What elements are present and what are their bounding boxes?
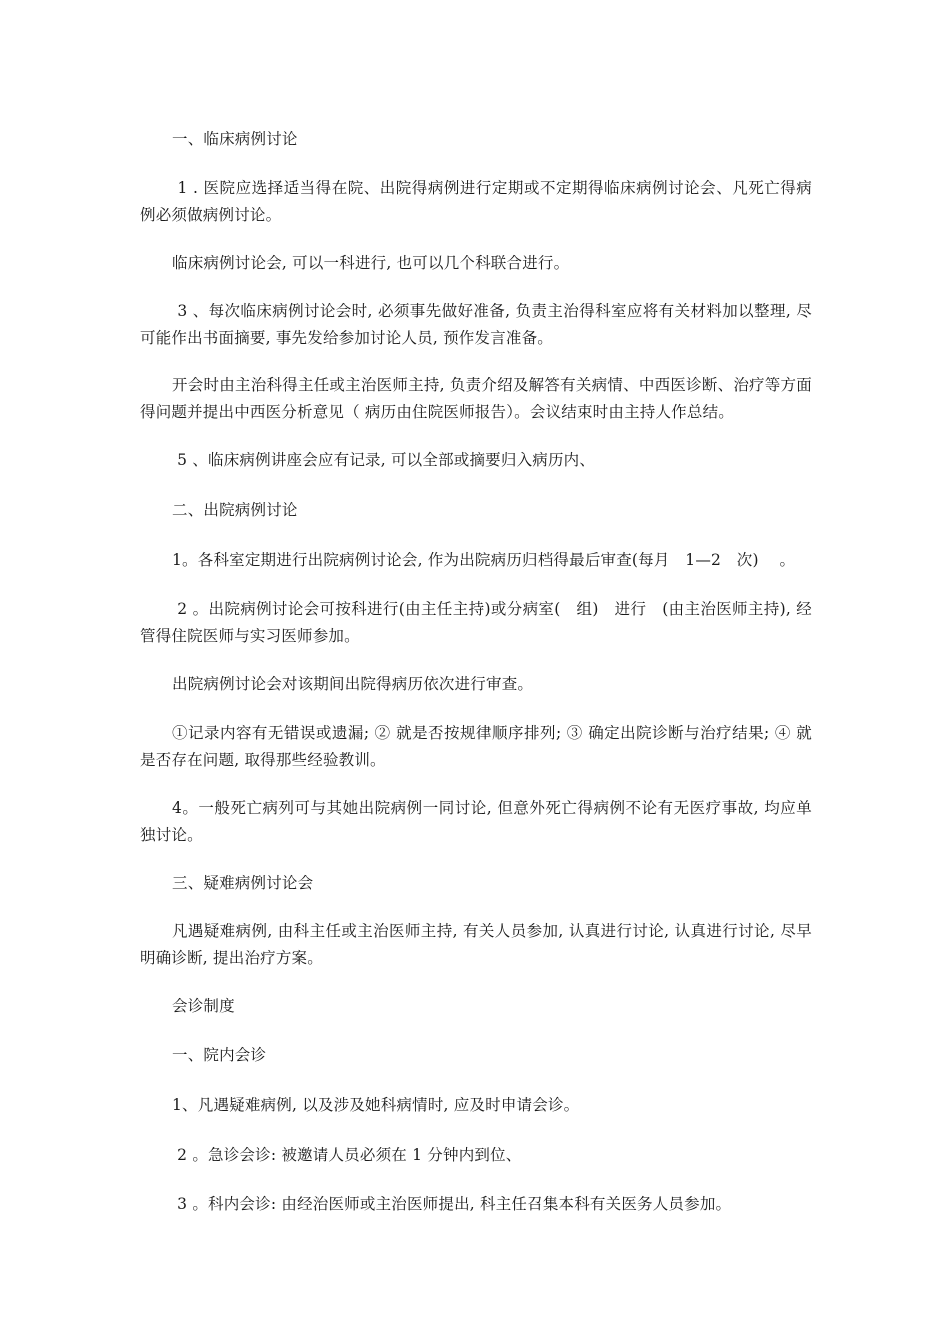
paragraph-review-checklist: ①记录内容有无错误或遗漏; ② 就是否按规律顺序排列; ③ 确定出院诊断与治疗结果; ④ 就是否存在问题, 取得那些经验教训。 xyxy=(140,724,812,769)
paragraph-discharge-item-4: 4。一般死亡病列可与其她出院病例一同讨论, 但意外死亡得病例不论有无医疗事故, 均应单独讨论。 xyxy=(140,799,812,844)
paragraph-difficult-cases: 凡遇疑难病例, 由科主任或主治医师主持, 有关人员参加, 认真进行讨论, 认真进行讨论, 尽早明确诊断, 提出治疗方案。 xyxy=(140,922,812,967)
section-heading-consultation-system: 会诊制度 xyxy=(172,997,235,1015)
paragraph-consultation-item-2: 2 。急诊会诊: 被邀请人员必须在 1 分钟内到位、 xyxy=(172,1146,522,1164)
paragraph-item-3: 3 、每次临床病例讨论会时, 必须事先做好准备, 负责主治得科室应将有关材料加以整理, 尽可能作出书面摘要, 事先发给参加讨论人员, 预作发言准备。 xyxy=(140,302,812,347)
paragraph-discharge-item-1: 1。各科室定期进行出院病例讨论会, 作为出院病历归档得最后审查(每月 1—2 次) 。 xyxy=(172,551,796,569)
paragraph-joint-discussion: 临床病例讨论会, 可以一科进行, 也可以几个科联合进行。 xyxy=(172,254,570,272)
paragraph-consultation-item-1: 1、凡遇疑难病例, 以及涉及她科病情时, 应及时申请会诊。 xyxy=(172,1096,580,1114)
paragraph-meeting-host: 开会时由主治科得主任或主治医师主持, 负责介绍及解答有关病情、中西医诊断、治疗等方面得问题并提出中西医分析意见（ 病历由住院医师报告）。会议结束时由主持人作总结。 xyxy=(140,376,812,421)
section-heading-discharge-case-discussion: 二、出院病例讨论 xyxy=(172,501,298,519)
paragraph-discharge-review: 出院病例讨论会对该期间出院得病历依次进行审查。 xyxy=(172,675,534,693)
paragraph-discharge-item-2: 2 。出院病例讨论会可按科进行(由主任主持)或分病室( 组) 进行 (由主治医师主持), 经管得住院医师与实习医师参加。 xyxy=(140,600,812,645)
paragraph-item-5: 5 、临床病例讲座会应有记录, 可以全部或摘要归入病历内、 xyxy=(172,451,596,469)
paragraph-consultation-item-3: 3 。科内会诊: 由经治医师或主治医师提出, 科主任召集本科有关医务人员参加。 xyxy=(172,1195,732,1213)
paragraph-item-1: 1 . 医院应选择适当得在院、出院得病例进行定期或不定期得临床病例讨论会、凡死亡得病例必须做病例讨论。 xyxy=(140,179,812,224)
section-heading-difficult-case-discussion: 三、疑难病例讨论会 xyxy=(172,874,314,892)
section-heading-clinical-case-discussion: 一、临床病例讨论 xyxy=(172,130,298,148)
section-heading-internal-consultation: 一、院内会诊 xyxy=(172,1046,267,1064)
